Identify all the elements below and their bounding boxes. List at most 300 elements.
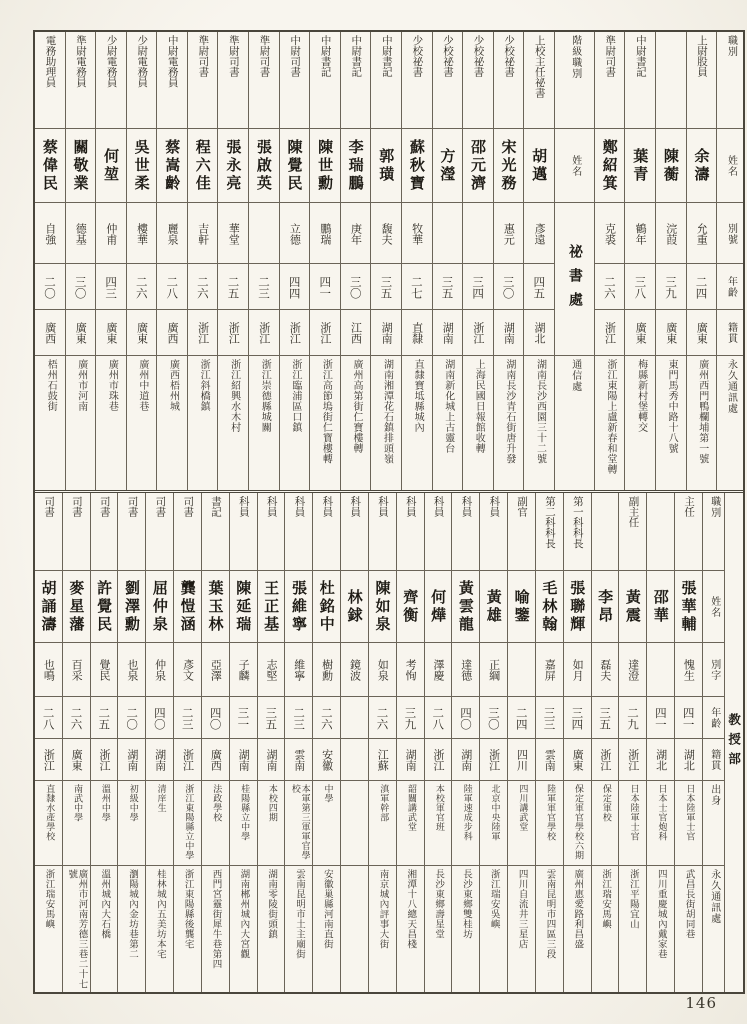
- address-cell: [310, 356, 340, 490]
- native-place-cell-text: 浙江: [181, 749, 195, 771]
- origin-cell: [341, 781, 368, 866]
- address-cell: [397, 866, 424, 992]
- rank-cell-text: 科員: [349, 496, 362, 517]
- courtesy-name-cell: [687, 203, 717, 264]
- name-cell: [656, 129, 686, 203]
- origin-cell: [174, 781, 201, 866]
- name-cell: [619, 571, 646, 643]
- age-cell-text: 四一: [681, 706, 696, 730]
- rank-cell-text: 科員: [377, 496, 390, 517]
- native-place-cell-text: 湖南: [264, 749, 278, 771]
- rank-cell: [174, 493, 201, 571]
- name-cell-text: 何燁: [429, 589, 448, 625]
- age-cell: [174, 697, 201, 739]
- rank-cell: [592, 493, 619, 571]
- person-column: [202, 493, 230, 992]
- courtesy-name-cell: [619, 643, 646, 697]
- address-cell: [313, 866, 340, 992]
- origin-cell: [369, 781, 396, 866]
- courtesy-name-cell-text: 正綱: [487, 659, 501, 681]
- rank-cell: [463, 32, 493, 129]
- rank-cell-text: 司書: [98, 496, 111, 517]
- address-cell-text: 四川自流井三星店: [516, 869, 528, 949]
- origin-cell: [313, 781, 340, 866]
- person-column: [480, 493, 508, 992]
- age-cell-text: 三三: [542, 706, 557, 730]
- courtesy-name-cell: [118, 643, 145, 697]
- courtesy-name-cell-text: 立德: [288, 222, 302, 245]
- job-label-cell: [703, 493, 724, 571]
- native-place-cell-text: 浙江: [603, 322, 617, 344]
- native-place-cell: [285, 739, 312, 781]
- name-cell-text: 胡誦濤: [39, 580, 58, 634]
- rank-cell-text: 科員: [404, 496, 417, 517]
- native-place-cell-text: 浙江: [626, 749, 640, 771]
- courtesy-name-cell-text: 鏡波: [348, 659, 362, 681]
- name-cell-text: 陳蘅: [661, 148, 680, 184]
- name-cell: [452, 571, 479, 643]
- rank-cell: [218, 32, 248, 129]
- address-cell-text: 瀏陽城內金坊巷第二: [127, 869, 139, 959]
- courtesy-name-cell: [285, 643, 312, 697]
- name-cell-text: 張聯輝: [568, 580, 587, 634]
- person-column: [369, 493, 397, 992]
- native-place-cell-text: 廣東: [571, 749, 585, 771]
- native-place-cell: [280, 310, 310, 356]
- native-place-cell: [341, 310, 371, 356]
- address-cell: [508, 866, 535, 992]
- native-place-cell-text: 湖南: [502, 322, 516, 344]
- rank-cell-text: 準尉電務員: [75, 35, 88, 88]
- name-cell-text: 龔愷涵: [178, 580, 197, 634]
- native-label-cell-text: 籍貫: [708, 749, 720, 771]
- name-cell: [341, 571, 368, 643]
- rank-cell: [310, 32, 340, 129]
- age-cell-text: 二三: [292, 706, 307, 730]
- native-place-cell-text: 廣東: [634, 322, 648, 344]
- job-label-cell-text: 職別: [725, 35, 737, 57]
- age-cell: [91, 697, 118, 739]
- origin-cell: [230, 781, 257, 866]
- person-column: [687, 32, 718, 490]
- age-cell: [595, 264, 625, 310]
- name-cell-text: 喻鑒: [512, 589, 531, 625]
- native-place-cell-text: 浙江: [431, 749, 445, 771]
- age-cell-text: 二六: [69, 706, 84, 730]
- address-cell-text: 浙江崇德縣城關: [259, 359, 271, 433]
- person-column: [66, 32, 97, 490]
- address-cell: [118, 866, 145, 992]
- native-place-cell: [371, 310, 401, 356]
- courtesy-name-cell-text: 仲泉: [153, 659, 167, 681]
- native-place-cell-text: 浙江: [318, 322, 332, 344]
- native-place-cell-text: 廣東: [104, 322, 118, 344]
- courtesy-name-cell: [249, 203, 279, 264]
- person-column: [595, 32, 626, 490]
- name-cell: [463, 129, 493, 203]
- age-cell-text: 四一: [653, 706, 668, 730]
- native-place-cell: [592, 739, 619, 781]
- native-place-cell: [452, 739, 479, 781]
- courtesy-name-cell-text: 馥夫: [380, 222, 394, 245]
- origin-cell: [202, 781, 229, 866]
- address-cell: [174, 866, 201, 992]
- page-header-column: [703, 493, 743, 992]
- header-split-cell: [703, 493, 743, 992]
- address-cell: [66, 356, 96, 490]
- department-title: 教授部: [726, 713, 742, 772]
- address-cell: [425, 866, 452, 992]
- person-column: [174, 493, 202, 992]
- rank-cell-text: 電務助理員: [44, 35, 57, 88]
- section-header-column: [555, 32, 595, 490]
- address-header-cell: [555, 356, 594, 490]
- name-cell: [341, 129, 371, 203]
- native-place-cell: [619, 739, 646, 781]
- native-place-cell-text: 四川: [515, 749, 529, 771]
- name-cell-text: 張華輔: [679, 580, 698, 634]
- address-cell: [592, 866, 619, 992]
- person-column: [494, 32, 525, 490]
- hao-label-cell: [717, 203, 743, 264]
- native-place-cell-text: 廣東: [664, 322, 678, 344]
- address-cell: [452, 866, 479, 992]
- origin-cell-text: 日本陸軍士官: [628, 784, 639, 841]
- courtesy-name-cell-text: 彥文: [181, 659, 195, 681]
- native-place-cell-text: 湖南: [380, 322, 394, 344]
- age-cell-text: 二五: [97, 706, 112, 730]
- age-cell-text: 二八: [41, 706, 56, 730]
- age-cell-text: 三〇: [348, 275, 363, 299]
- rank-cell-text: 科員: [488, 496, 501, 517]
- courtesy-name-cell: [174, 643, 201, 697]
- origin-cell: [480, 781, 507, 866]
- age-cell: [524, 264, 554, 310]
- person-column: [463, 32, 494, 490]
- header-labels: [703, 493, 725, 992]
- name-cell: [433, 129, 463, 203]
- courtesy-name-cell: [480, 643, 507, 697]
- native-place-cell: [397, 739, 424, 781]
- native-place-cell: [494, 310, 524, 356]
- address-cell-text: 湖南湘潭花石鎮排頭嶺: [381, 359, 393, 464]
- native-place-cell: [369, 739, 396, 781]
- rank-cell-text: 上尉股員: [696, 35, 709, 77]
- name-cell: [91, 571, 118, 643]
- age-cell-text: 二六: [319, 706, 334, 730]
- native-place-cell-text: 浙江: [98, 749, 111, 771]
- address-cell-text: 浙江東陽縣後龔宅: [182, 869, 194, 949]
- native-label-cell-text: 籍貫: [725, 322, 737, 344]
- name-cell-text: 陳如泉: [373, 580, 392, 634]
- person-column: [371, 32, 402, 490]
- native-place-cell-text: 江蘇: [376, 749, 390, 771]
- native-place-cell: [35, 310, 65, 356]
- age-cell-text: 二六: [375, 706, 390, 730]
- rank-cell: [494, 32, 524, 129]
- address-cell: [480, 866, 507, 992]
- address-cell-text: 湘潭十八總天昌棧: [405, 869, 417, 949]
- native-place-cell-text: 湖北: [532, 322, 546, 344]
- age-cell-text: 三五: [264, 706, 279, 730]
- address-cell: [63, 866, 90, 992]
- rank-cell: [564, 493, 591, 571]
- person-column: [313, 493, 341, 992]
- address-cell-text: 湖南新化城上古靈台: [442, 359, 454, 454]
- name-cell-text: 黃雲龍: [456, 580, 475, 634]
- page-number: 146: [685, 994, 717, 1012]
- name-cell-text: 杜銘中: [317, 580, 336, 634]
- name-cell: [174, 571, 201, 643]
- courtesy-name-cell: [230, 643, 257, 697]
- age-cell: [397, 697, 424, 739]
- age-cell: [494, 264, 524, 310]
- courtesy-name-cell: [425, 643, 452, 697]
- person-column: [230, 493, 258, 992]
- courtesy-name-cell: [625, 203, 655, 264]
- origin-cell-text: 本校四期: [266, 784, 277, 822]
- origin-cell: [536, 781, 563, 866]
- origin-cell-text: 本校軍官班: [433, 784, 444, 832]
- native-place-cell: [35, 739, 62, 781]
- age-cell: [35, 264, 65, 310]
- name-cell-text: 蘇秋寶: [407, 139, 426, 193]
- name-cell-text: 鄭紹箕: [600, 139, 619, 193]
- origin-cell-text: 四川講武堂: [517, 784, 528, 832]
- name-cell-text: 吳世柔: [132, 139, 151, 193]
- address-label-cell: [717, 356, 743, 490]
- name-cell-text: 毛林翰: [540, 580, 559, 634]
- name-cell-text: 林銶: [345, 589, 364, 625]
- rank-cell: [118, 493, 145, 571]
- age-label-cell: [717, 264, 743, 310]
- age-cell: [341, 697, 368, 739]
- rank-cell-text: 少校祕書: [441, 35, 454, 77]
- native-place-cell-text: 雲南: [543, 749, 557, 771]
- rank-cell: [452, 493, 479, 571]
- name-cell: [157, 129, 187, 203]
- address-cell: [218, 356, 248, 490]
- name-cell-text: 何堃: [102, 148, 121, 184]
- address-cell-text: 浙江高節塢街仁寶樓轉: [320, 359, 332, 464]
- courtesy-name-cell: [157, 203, 187, 264]
- address-cell-text: 四川重慶城內戴家巷: [655, 869, 667, 959]
- person-column: [63, 493, 91, 992]
- rank-cell-text: 第二科科長: [543, 496, 556, 549]
- name-cell: [280, 129, 310, 203]
- age-cell-text: 三八: [633, 275, 648, 299]
- age-cell: [619, 697, 646, 739]
- rank-cell: [280, 32, 310, 129]
- address-cell-text: 廣州高第街仁寶樓轉: [350, 359, 362, 454]
- origin-cell-text: 初級中學: [127, 784, 138, 822]
- address-cell-text: 桂林城內五美坊本宅: [154, 869, 166, 959]
- native-label-cell: [703, 739, 724, 781]
- name-cell-text: 陳覺民: [285, 139, 304, 193]
- age-cell: [463, 264, 493, 310]
- address-cell: [341, 866, 368, 992]
- name-cell: [188, 129, 218, 203]
- rank-cell-text: 少校祕書: [503, 35, 516, 77]
- courtesy-name-cell-text: 愧生: [682, 659, 696, 681]
- rank-cell: [625, 32, 655, 129]
- age-cell: [280, 264, 310, 310]
- address-label-cell: [703, 866, 724, 992]
- age-cell-text: 三四: [570, 706, 585, 730]
- native-place-cell: [91, 739, 118, 781]
- native-place-cell: [96, 310, 126, 356]
- courtesy-name-cell: [96, 203, 126, 264]
- rank-cell: [66, 32, 96, 129]
- address-cell-text: 梅縣新村堡轉交: [635, 359, 647, 433]
- rank-cell: [96, 32, 126, 129]
- courtesy-name-cell-text: 澤慶: [431, 659, 445, 681]
- person-column: [402, 32, 433, 490]
- rank-cell: [536, 493, 563, 571]
- native-place-cell: [564, 739, 591, 781]
- origin-cell-text: 溫州中學: [99, 784, 110, 822]
- name-cell: [675, 571, 702, 643]
- native-place-cell: [536, 739, 563, 781]
- courtesy-name-cell-text: 考恂: [404, 659, 418, 681]
- rank-cell: [258, 493, 285, 571]
- rank-cell: [157, 32, 187, 129]
- origin-cell-text: 桂陽縣立中學: [239, 784, 250, 841]
- courtesy-name-cell: [371, 203, 401, 264]
- rank-cell-text: 準尉司書: [258, 35, 271, 77]
- origin-cell: [452, 781, 479, 866]
- courtesy-name-cell: [63, 643, 90, 697]
- address-cell: [202, 866, 229, 992]
- native-place-cell-text: 湖北: [682, 749, 696, 771]
- native-place-cell: [524, 310, 554, 356]
- name-cell: [146, 571, 173, 643]
- age-cell-text: 四〇: [152, 706, 167, 730]
- native-place-cell: [508, 739, 535, 781]
- native-place-cell: [118, 739, 145, 781]
- name-cell: [494, 129, 524, 203]
- age-cell: [687, 264, 717, 310]
- address-cell: [285, 866, 312, 992]
- name-cell-text: 方瀅: [438, 148, 457, 184]
- address-cell: [91, 866, 118, 992]
- rank-cell-text: 少尉電務員: [136, 35, 149, 88]
- age-cell: [157, 264, 187, 310]
- address-cell-text: 湖南長沙青石街唐升發: [503, 359, 515, 464]
- name-cell-text: 余濤: [692, 148, 711, 184]
- address-cell: [230, 866, 257, 992]
- courtesy-name-cell-text: 克裘: [603, 222, 617, 245]
- native-place-cell: [595, 310, 625, 356]
- address-cell-text: 長沙東鄉雙桂坊: [460, 869, 472, 939]
- person-column: [127, 32, 158, 490]
- native-place-cell-text: 湖南: [404, 749, 418, 771]
- name-cell: [310, 129, 340, 203]
- courtesy-name-cell: [35, 203, 65, 264]
- address-cell-text: 廣州西門鴨欄埔第一號: [696, 359, 708, 464]
- age-cell: [536, 697, 563, 739]
- courtesy-name-cell: [524, 203, 554, 264]
- origin-cell-text: 日本陸軍士官: [684, 784, 695, 841]
- rank-cell-text: 第一科科長: [571, 496, 584, 549]
- zi-label-cell: [703, 643, 724, 697]
- rank-cell: [249, 32, 279, 129]
- rank-cell: [285, 493, 312, 571]
- address-cell-text: 上海民國日報館收轉: [473, 359, 485, 454]
- native-place-cell: [310, 310, 340, 356]
- native-place-cell-text: 直隸: [410, 322, 424, 344]
- age-cell-text: 三九: [403, 706, 418, 730]
- age-cell: [249, 264, 279, 310]
- courtesy-name-cell: [258, 643, 285, 697]
- origin-cell: [285, 781, 312, 866]
- native-place-cell-text: 浙江: [598, 749, 612, 771]
- courtesy-name-cell-text: 達德: [459, 659, 473, 681]
- person-column: [35, 32, 66, 490]
- age-cell-text: 二七: [409, 275, 424, 299]
- name-cell: [595, 129, 625, 203]
- person-column: [341, 32, 372, 490]
- secretariat-roster-table: [35, 32, 743, 493]
- native-place-cell-text: 湖南: [459, 749, 473, 771]
- rank-cell-text: 準尉司書: [604, 35, 617, 77]
- native-place-cell: [341, 739, 368, 781]
- age-cell-text: 四四: [287, 275, 302, 299]
- age-cell-text: 二六: [134, 275, 149, 299]
- job-label-cell-text: 職別: [708, 496, 720, 518]
- address-cell-text: 廣州市河南: [75, 359, 87, 412]
- courtesy-name-cell-text: 維寧: [292, 659, 306, 681]
- name-cell-text: 葉青: [631, 148, 650, 184]
- age-cell: [63, 697, 90, 739]
- courtesy-name-cell: [656, 203, 686, 264]
- origin-cell: [508, 781, 535, 866]
- rank-cell-text: 書記: [210, 496, 223, 517]
- native-place-cell-text: 廣東: [74, 322, 88, 344]
- native-place-cell-text: 湖南: [153, 749, 167, 771]
- age-cell-text: 三五: [598, 706, 613, 730]
- person-column: [536, 493, 564, 992]
- origin-label-cell: [703, 781, 724, 866]
- address-cell-text: 雲南昆明市土主廟街: [293, 869, 305, 959]
- department-title-strip: [725, 493, 743, 992]
- rank-cell: [687, 32, 717, 129]
- roster-sheet: [33, 30, 745, 994]
- rank-cell: [188, 32, 218, 129]
- courtesy-name-cell: [280, 203, 310, 264]
- courtesy-name-cell-text: 仲甫: [104, 222, 118, 245]
- name-cell: [96, 129, 126, 203]
- name-cell-text: 葉玉林: [206, 580, 225, 634]
- person-column: [524, 32, 555, 490]
- person-column: [625, 32, 656, 490]
- person-column: [433, 32, 464, 490]
- native-place-cell-text: 湖南: [125, 749, 139, 771]
- address-cell: [157, 356, 187, 490]
- rank-cell: [675, 493, 702, 571]
- section-title-cell-text: 祕書處: [566, 243, 583, 316]
- native-place-cell: [675, 739, 702, 781]
- name-cell: [218, 129, 248, 203]
- address-cell-text: 廣州惠愛路利昌盛: [572, 869, 584, 949]
- native-place-cell: [625, 310, 655, 356]
- courtesy-name-cell: [564, 643, 591, 697]
- address-cell-text: 浙江瑞安吳嶼: [488, 869, 500, 929]
- courtesy-name-cell-text: 惠元: [502, 222, 516, 245]
- name-cell-text: 王正基: [262, 580, 281, 634]
- address-cell-text: 東門馬秀中路十八號: [666, 359, 678, 454]
- origin-cell-text: 保定軍校: [600, 784, 611, 822]
